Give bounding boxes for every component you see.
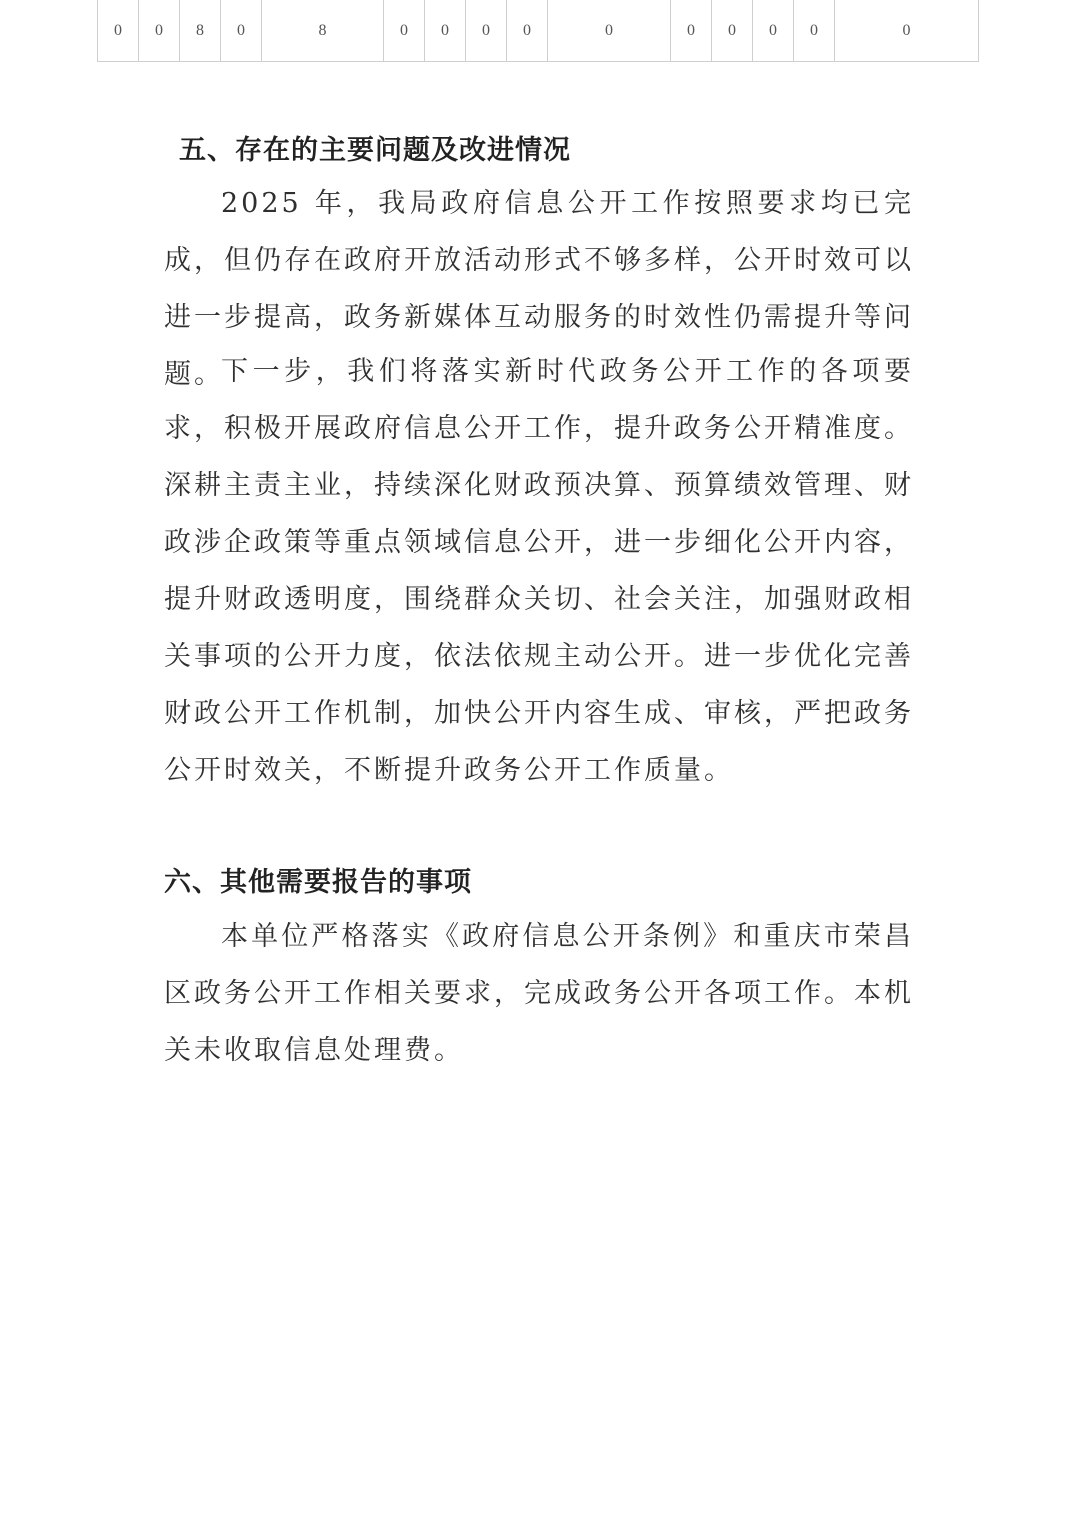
- table-cell: 0: [466, 0, 507, 62]
- table-cell: 0: [384, 0, 425, 62]
- section-5-paragraph-2: 下一步，我们将落实新时代政务公开工作的各项要求，积极开展政府信息公开工作，提升政务公开精准度。深耕主责主业，持续深化财政预决算、预算绩效管理、财政涉企政策等重点领域信息公开，进一步细化公开内容，提升财政透明度，围绕群众关切、社会关注，加强财政相关事项的公开力度，依法依规主动公开。进一步优化完善财政公开工作机制，加快公开内容生成、审核，严把政务公开时效关，不断提升政务公开工作质量。: [164, 356, 914, 786]
- table-cell: 8: [262, 0, 384, 62]
- table-cell: 0: [753, 0, 794, 62]
- table-cell: 0: [671, 0, 712, 62]
- section-6-heading: 六、其他需要报告的事项: [164, 867, 472, 898]
- table-cell: 0: [794, 0, 835, 62]
- section-5-heading: 五、存在的主要问题及改进情况: [179, 135, 571, 166]
- section-5-paragraph-1: 2025 年，我局政府信息公开工作按照要求均已完成，但仍存在政府开放活动形式不够多样，公开时效可以进一步提高，政务新媒体互动服务的时效性仍需提升等问题。: [164, 188, 914, 390]
- table-cell: 0: [712, 0, 753, 62]
- table-cell: 0: [139, 0, 180, 62]
- statistics-table: [97, 0, 979, 62]
- table-cell: 0: [835, 0, 979, 62]
- table-cell: 0: [425, 0, 466, 62]
- table-cell: 8: [180, 0, 221, 62]
- table-cell: 0: [98, 0, 139, 62]
- section-6-paragraph-1: 本单位严格落实《政府信息公开条例》和重庆市荣昌区政务公开工作相关要求，完成政务公开各项工作。本机关未收取信息处理费。: [164, 921, 914, 1066]
- table-cell: 0: [221, 0, 262, 62]
- table-row: [98, 0, 979, 62]
- table-cell: 0: [507, 0, 548, 62]
- table-cell: 0: [548, 0, 671, 62]
